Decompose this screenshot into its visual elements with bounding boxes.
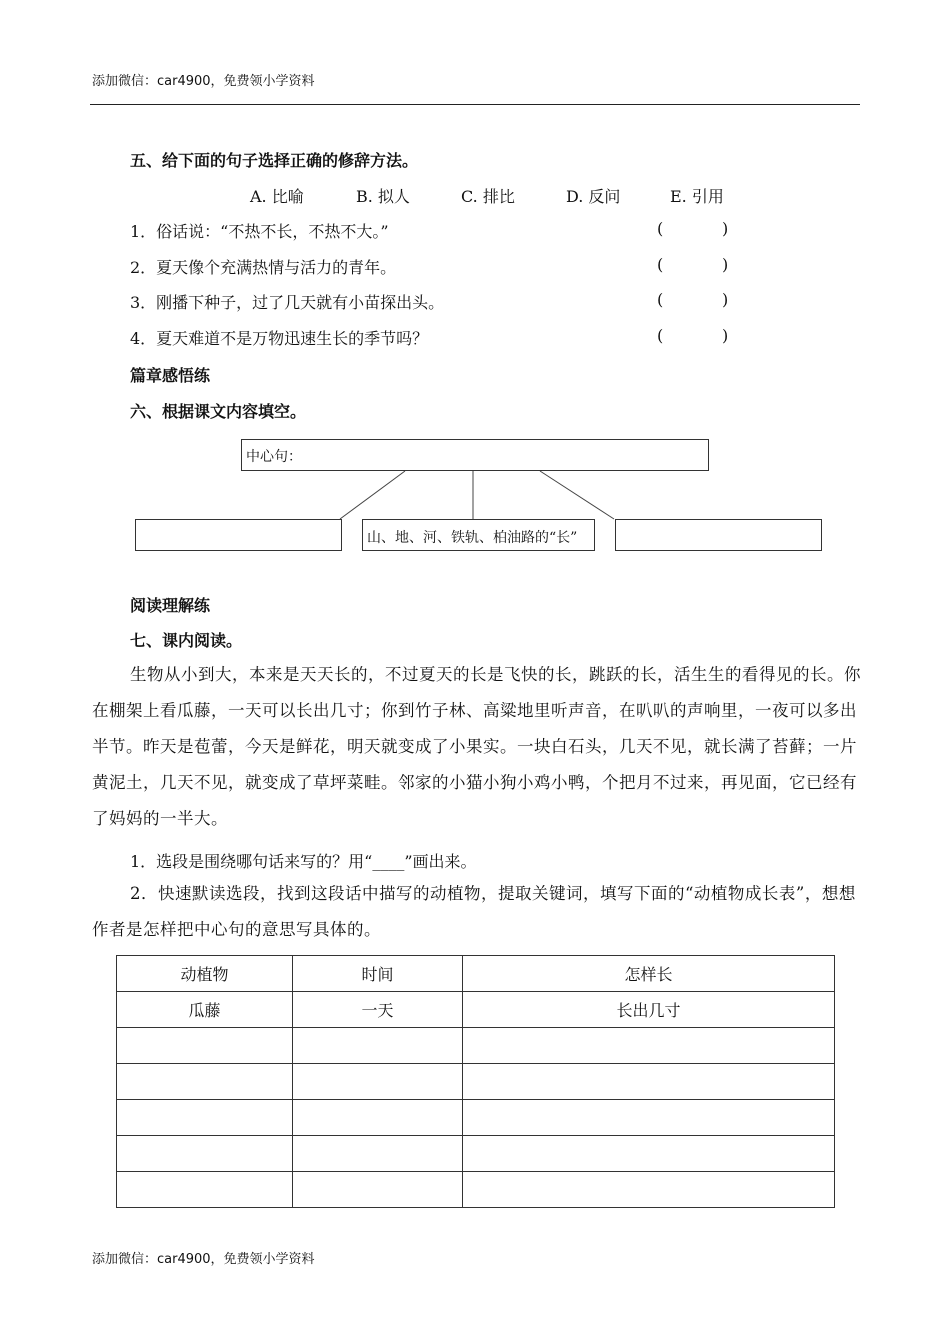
table-row <box>117 1172 835 1208</box>
table-cell[interactable] <box>293 1028 463 1064</box>
section5-title: 五、给下面的句子选择正确的修辞方法。 <box>130 151 419 170</box>
answer-open-paren: ( <box>657 255 664 274</box>
table-cell[interactable] <box>117 1028 293 1064</box>
question-item-2: 2．夏天像个充满热情与活力的青年。 <box>130 258 397 277</box>
answer-close-paren: ) <box>722 326 729 345</box>
table-row <box>117 1064 835 1100</box>
answer-open-paren: ( <box>657 326 664 345</box>
answer-close-paren: ) <box>722 255 729 274</box>
option-b: B. 拟人 <box>356 187 410 206</box>
page-header: 添加微信：car4900，免费领小学资料 <box>92 74 315 89</box>
table-cell[interactable] <box>463 1172 835 1208</box>
table-header: 动植物 <box>117 956 293 992</box>
option-e: E. 引用 <box>670 187 724 206</box>
table-cell[interactable] <box>293 1172 463 1208</box>
answer-open-paren: ( <box>657 290 664 309</box>
table-row <box>117 1100 835 1136</box>
section7-title: 七、课内阅读。 <box>130 631 243 650</box>
table-row <box>117 1136 835 1172</box>
question-item-4: 4．夏天难道不是万物迅速生长的季节吗？ <box>130 329 429 348</box>
table-cell[interactable] <box>117 1172 293 1208</box>
option-a: A. 比喻 <box>250 187 304 206</box>
diagram-connectors <box>0 0 950 600</box>
table-header: 怎样长 <box>463 956 835 992</box>
answer-close-paren: ) <box>722 219 729 238</box>
table-row <box>117 992 835 1028</box>
table-header: 时间 <box>293 956 463 992</box>
question-item-1: 1．俗话说：“不热不长，不热不大。” <box>130 222 389 241</box>
option-d: D. 反问 <box>566 187 621 206</box>
right-blank-box[interactable] <box>615 519 822 551</box>
growth-table <box>116 955 835 1208</box>
table-cell: 长出几寸 <box>463 992 835 1028</box>
table-cell[interactable] <box>463 1028 835 1064</box>
section6-title: 六、根据课文内容填空。 <box>130 402 307 421</box>
middle-content-text: 山、地、河、铁轨、柏油路的“长” <box>367 530 578 546</box>
table-row <box>117 1028 835 1064</box>
table-cell[interactable] <box>463 1100 835 1136</box>
answer-close-paren: ) <box>722 290 729 309</box>
table-cell[interactable] <box>293 1100 463 1136</box>
question-1: 1．选段是围绕哪句话来写的？用“____”画出来。 <box>130 852 477 871</box>
center-sentence-box <box>241 439 709 471</box>
question-item-3: 3．刚播下种子，过了几天就有小苗探出头。 <box>130 293 445 312</box>
left-blank-box[interactable] <box>135 519 342 551</box>
table-cell[interactable] <box>117 1100 293 1136</box>
table-header-row <box>117 956 835 992</box>
table-cell[interactable] <box>117 1064 293 1100</box>
table-cell[interactable] <box>293 1136 463 1172</box>
answer-open-paren: ( <box>657 219 664 238</box>
table-cell: 瓜藤 <box>117 992 293 1028</box>
table-cell[interactable] <box>463 1136 835 1172</box>
option-c: C. 排比 <box>461 187 515 206</box>
middle-content-box <box>362 519 595 551</box>
page-footer: 添加微信：car4900，免费领小学资料 <box>92 1252 315 1267</box>
table-cell[interactable] <box>463 1064 835 1100</box>
chapter-heading: 篇章感悟练 <box>130 366 211 385</box>
table-cell[interactable] <box>117 1136 293 1172</box>
reading-passage: 生物从小到大，本来是天天长的，不过夏天的长是飞快的长，跳跃的长，活生生的看得见的长。你在棚架上看瓜藤，一天可以长出几寸；你到竹子林、高粱地里听声音，在叭叭的声响里，一夜可以多出半节。昨天是苞蕾，今天是鲜花，明天就变成了小果实。一块白石头，几天不见，就长满了苔藓；一片黄泥土，几天不见，就变成了草坪菜畦。邻家的小猫小狗小鸡小鸭，个把月不过来，再见面，它已经有了妈妈的一半大。 <box>92 665 861 828</box>
table-cell[interactable] <box>293 1064 463 1100</box>
table-cell: 一天 <box>293 992 463 1028</box>
center-sentence-label: 中心句： <box>246 449 302 465</box>
question-2: 2．快速默读选段，找到这段话中描写的动植物，提取关键词，填写下面的“动植物成长表”，想想作者是怎样把中心句的意思写具体的。 <box>92 884 856 939</box>
reading-heading: 阅读理解练 <box>130 596 211 615</box>
